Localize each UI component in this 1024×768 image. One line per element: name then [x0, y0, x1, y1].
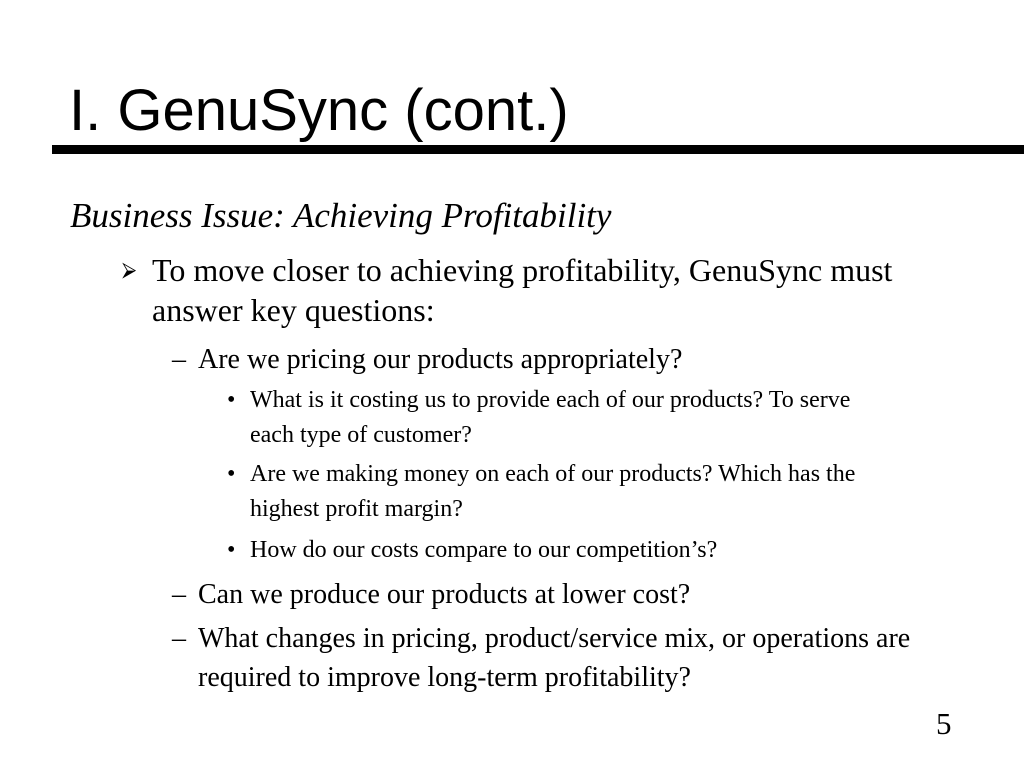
sub-question-margin-text: Are we making money on each of our products? Which has the highest profit margin? — [250, 461, 856, 522]
sub-question-costing-text: What is it costing us to provide each of our products? To serve each type of customer? — [250, 387, 851, 448]
sub-question-costing — [227, 383, 890, 453]
dot-bullet-icon: • — [227, 461, 236, 487]
sub-question-competition — [227, 533, 890, 568]
sub-question-competition-text: How do our costs compare to our competition’s? — [250, 537, 718, 563]
question-lower-cost — [172, 575, 918, 614]
dot-bullet-icon: • — [227, 387, 236, 413]
bullet-main — [122, 250, 912, 330]
dash-bullet-icon: – — [172, 579, 186, 610]
question-lower-cost-text: Can we produce our products at lower cost? — [198, 579, 691, 610]
dot-bullet-icon: • — [227, 537, 236, 563]
question-changes-text: What changes in pricing, product/service mix, or operations are required to improve long-term profitability? — [198, 623, 911, 693]
dash-bullet-icon: – — [172, 623, 186, 654]
slide-title: I. GenuSync (cont.) — [69, 78, 569, 143]
slide-subtitle: Business Issue: Achieving Profitability — [70, 196, 612, 235]
question-pricing — [172, 340, 918, 379]
page-number: 5 — [936, 706, 952, 741]
dash-bullet-icon: – — [172, 344, 186, 375]
sub-question-margin — [227, 457, 890, 527]
question-changes — [172, 619, 918, 697]
arrow-bullet-icon: ⮚ — [122, 259, 137, 281]
question-pricing-text: Are we pricing our products appropriately? — [198, 344, 683, 375]
title-divider — [52, 145, 1024, 154]
bullet-main-text: To move closer to achieving profitability, GenuSync must answer key questions: — [152, 252, 893, 328]
